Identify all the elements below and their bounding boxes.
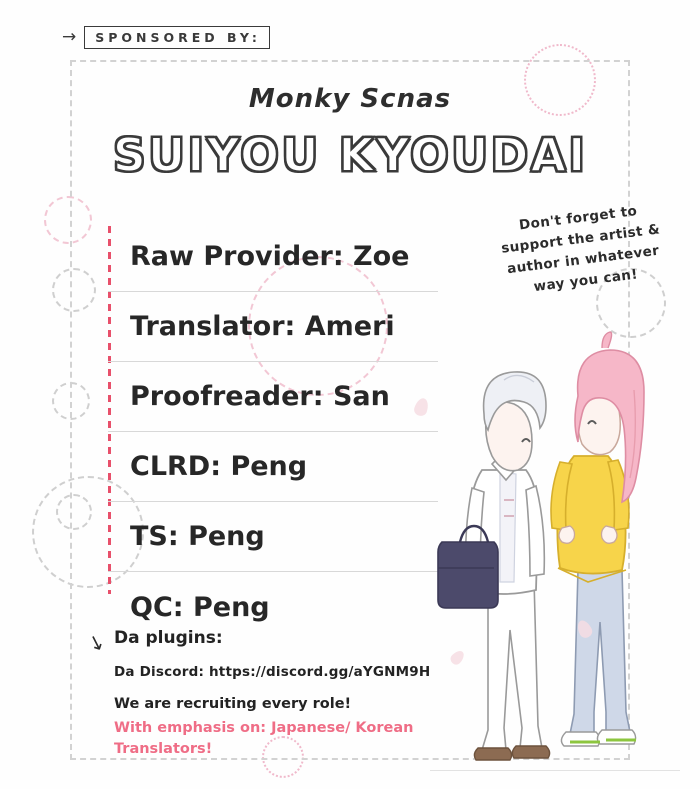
group-name: Monky Scnas: [248, 84, 452, 114]
sponsor-label: SPONSORED BY:: [84, 26, 270, 49]
list-item: [108, 362, 438, 432]
list-item: [108, 502, 438, 572]
arrow-down-right-icon: ↘: [84, 627, 109, 657]
floor-line: [430, 770, 680, 771]
support-note: Don't forget to support the artist & author in whatever way you can!: [500, 203, 661, 295]
girl-character: [551, 332, 644, 746]
discord-link[interactable]: Da Discord: https://discord.gg/aYGNM9H: [114, 664, 431, 680]
sponsor-header: [62, 26, 270, 49]
boy-character: [438, 372, 550, 760]
credit-role-3: CLRD: Peng: [130, 451, 308, 482]
credits-list: [108, 222, 438, 642]
list-item: [108, 222, 438, 292]
credit-role-2: Proofreader: San: [130, 381, 390, 412]
credit-role-5: QC: Peng: [130, 591, 270, 623]
list-item: [108, 292, 438, 362]
credit-role-1: Translator: Ameri: [130, 311, 395, 342]
plugins-label: Da plugins:: [114, 628, 223, 648]
series-title: SUIYOU KYOUDAI: [112, 128, 588, 182]
arrow-right-icon: →: [62, 27, 77, 47]
credit-role-4: TS: Peng: [130, 521, 265, 552]
recruiting-emphasis: With emphasis on: Japanese/ Korean Translators!: [114, 720, 414, 758]
recruiting-label: We are recruiting every role!: [114, 696, 352, 712]
credit-role-0: Raw Provider: Zoe: [130, 241, 410, 272]
list-item: [108, 432, 438, 502]
characters-illustration: [430, 330, 690, 780]
